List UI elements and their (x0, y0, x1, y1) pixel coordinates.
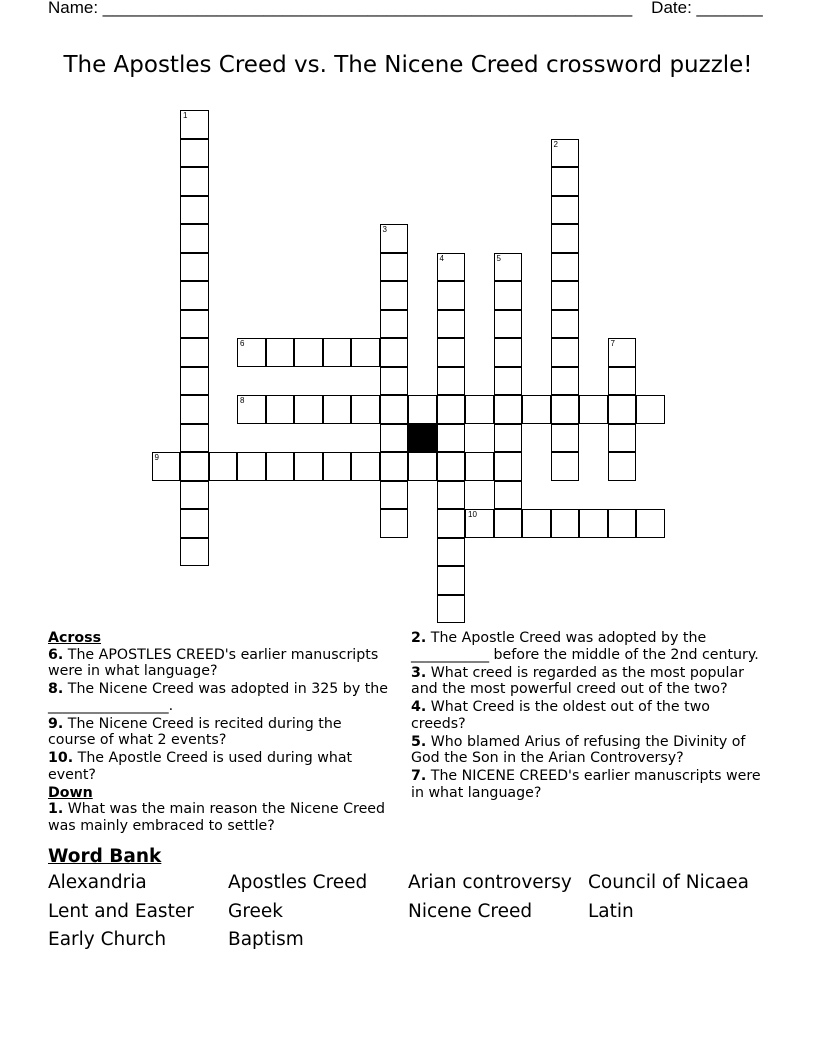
grid-cell[interactable] (437, 452, 466, 481)
grid-cell[interactable] (380, 253, 409, 282)
clue-text: The Nicene Creed is recited during the course of what 2 events? (48, 715, 342, 748)
grid-cell[interactable] (437, 367, 466, 396)
grid-cell[interactable] (551, 167, 580, 196)
grid-cell[interactable] (152, 452, 181, 481)
grid-cell[interactable] (380, 452, 409, 481)
clue-number-label: 4. (411, 699, 427, 715)
grid-cell[interactable] (209, 452, 238, 481)
grid-cell[interactable] (437, 481, 466, 510)
clue-text: What creed is regarded as the most popular and the most powerful creed out of the two? (411, 664, 744, 697)
grid-cell[interactable] (180, 167, 209, 196)
clue-text: What Creed is the oldest out of the two creeds? (411, 699, 710, 732)
clue-item (48, 681, 388, 714)
grid-cell[interactable] (266, 395, 295, 424)
grid-cell[interactable] (494, 481, 523, 510)
word-bank-word: Early Church (48, 929, 167, 950)
clue-number: 10 (468, 510, 477, 519)
grid-cell[interactable] (380, 509, 409, 538)
grid-cell[interactable] (180, 424, 209, 453)
word-bank-word: Arian controversy (408, 872, 572, 893)
grid-cell[interactable] (522, 509, 551, 538)
grid-cell[interactable] (380, 481, 409, 510)
grid-cell[interactable] (437, 338, 466, 367)
grid-cell[interactable] (551, 196, 580, 225)
word-bank-word: Baptism (228, 929, 304, 950)
grid-cell[interactable] (551, 139, 580, 168)
grid-cell[interactable] (180, 196, 209, 225)
grid-cell[interactable] (437, 424, 466, 453)
grid-cell[interactable] (465, 509, 494, 538)
grid-cell[interactable] (494, 424, 523, 453)
grid-cell[interactable] (180, 338, 209, 367)
name-label: Name: (48, 0, 103, 17)
grid-cell[interactable] (380, 367, 409, 396)
clue-number: 3 (382, 225, 387, 234)
down-clue-list-left (48, 801, 388, 834)
clue-text: The APOSTLES CREED's earlier manuscripts were in what language? (48, 646, 379, 679)
clue-item (411, 699, 761, 732)
grid-cell[interactable] (465, 452, 494, 481)
grid-cell[interactable] (180, 509, 209, 538)
grid-cell[interactable] (608, 395, 637, 424)
grid-cell[interactable] (380, 224, 409, 253)
grid-cell[interactable] (237, 452, 266, 481)
across-heading: Across (48, 630, 102, 646)
clue-item (48, 750, 388, 783)
word-bank-word: Latin (588, 901, 634, 922)
grid-cell[interactable] (465, 395, 494, 424)
clue-number-label: 7. (411, 768, 427, 784)
down-clue-list-right (411, 630, 761, 801)
clues-left-column (48, 630, 388, 836)
grid-cell[interactable] (437, 566, 466, 595)
clue-number: 8 (240, 396, 245, 405)
clue-number-label: 1. (48, 801, 64, 817)
grid-cell[interactable] (551, 338, 580, 367)
black-cell (408, 424, 437, 453)
grid-cell[interactable] (437, 310, 466, 339)
grid-cell[interactable] (351, 395, 380, 424)
word-bank-word: Nicene Creed (408, 901, 533, 922)
word-bank-title: Word Bank (48, 846, 162, 867)
clue-number: 1 (183, 111, 188, 120)
grid-cell[interactable] (494, 452, 523, 481)
grid-cell[interactable] (294, 452, 323, 481)
grid-cell[interactable] (323, 338, 352, 367)
grid-cell[interactable] (437, 509, 466, 538)
grid-cell[interactable] (522, 395, 551, 424)
grid-cell[interactable] (608, 424, 637, 453)
grid-cell[interactable] (408, 395, 437, 424)
grid-cell[interactable] (323, 452, 352, 481)
grid-cell[interactable] (551, 224, 580, 253)
word-bank-word: Greek (228, 901, 284, 922)
clue-item (411, 734, 761, 767)
grid-cell[interactable] (494, 509, 523, 538)
grid-cell[interactable] (608, 367, 637, 396)
grid-cell[interactable] (579, 509, 608, 538)
grid-cell[interactable] (323, 395, 352, 424)
clue-number: 4 (439, 253, 444, 263)
grid-cell[interactable] (180, 481, 209, 510)
page-title: The Apostles Creed vs. The Nicene Creed crossword puzzle! (63, 52, 753, 78)
grid-cell[interactable] (180, 253, 209, 282)
clue-item (48, 801, 388, 834)
date-blank[interactable]: _______ (696, 0, 763, 17)
grid-cell[interactable] (380, 310, 409, 339)
clue-number-label: 2. (411, 630, 427, 646)
name-blank[interactable]: ________________________________________________________ (102, 0, 633, 17)
clue-number-label: 8. (48, 681, 64, 697)
grid-cell[interactable] (551, 367, 580, 396)
grid-cell[interactable] (494, 310, 523, 339)
clue-number-label: 5. (411, 733, 427, 750)
clue-number-label: 6. (48, 646, 64, 663)
grid-cell[interactable] (608, 509, 637, 538)
grid-cell[interactable] (494, 338, 523, 367)
grid-cell[interactable] (180, 110, 209, 139)
grid-cell[interactable] (266, 452, 295, 481)
grid-cell[interactable] (237, 395, 266, 424)
clue-number-label: 3. (411, 664, 427, 681)
grid-cell[interactable] (551, 424, 580, 453)
grid-cell[interactable] (579, 395, 608, 424)
grid-cell[interactable] (437, 538, 466, 567)
grid-cell[interactable] (437, 253, 466, 282)
word-bank-word: Lent and Easter (48, 901, 194, 922)
grid-cell[interactable] (608, 452, 637, 481)
grid-cell[interactable] (180, 395, 209, 424)
clue-item (411, 768, 761, 801)
grid-cell[interactable] (551, 310, 580, 339)
grid-cell[interactable] (180, 367, 209, 396)
clue-number: 9 (154, 453, 159, 462)
clue-item (48, 716, 388, 749)
grid-cell[interactable] (636, 509, 665, 538)
grid-cell[interactable] (180, 139, 209, 168)
clue-text: The Nicene Creed was adopted in 325 by the _________________. (48, 681, 389, 714)
grid-cell[interactable] (380, 338, 409, 367)
grid-cell[interactable] (380, 424, 409, 453)
grid-cell[interactable] (551, 395, 580, 424)
grid-cell[interactable] (437, 281, 466, 310)
grid-cell[interactable] (266, 338, 295, 367)
grid-cell[interactable] (294, 395, 323, 424)
clue-item (48, 647, 388, 680)
grid-cell[interactable] (294, 338, 323, 367)
clues-right-column (411, 630, 761, 803)
clue-number: 6 (240, 339, 245, 348)
across-clue-list (48, 647, 388, 784)
word-bank-word: Apostles Creed (228, 872, 368, 893)
clue-number-label: 9. (48, 715, 64, 732)
clue-item (411, 665, 761, 698)
grid-cell[interactable] (494, 253, 523, 282)
grid-cell[interactable] (180, 452, 209, 481)
date-label: Date: (651, 0, 697, 17)
clue-number: 7 (610, 339, 615, 348)
grid-cell[interactable] (494, 395, 523, 424)
clue-number: 2 (553, 139, 558, 149)
grid-cell[interactable] (380, 281, 409, 310)
grid-cell[interactable] (180, 224, 209, 253)
grid-cell[interactable] (180, 310, 209, 339)
grid-cell[interactable] (636, 395, 665, 424)
grid-cell[interactable] (551, 281, 580, 310)
grid-cell[interactable] (551, 452, 580, 481)
grid-cell[interactable] (494, 281, 523, 310)
grid-cell[interactable] (437, 595, 466, 624)
grid-cell[interactable] (351, 452, 380, 481)
clue-item (411, 630, 761, 663)
grid-cell[interactable] (437, 395, 466, 424)
clue-number-label: 10. (48, 750, 74, 766)
clue-text: The Apostle Creed is used during what event? (48, 750, 353, 783)
word-bank-word: Alexandria (48, 872, 147, 893)
grid-cell[interactable] (180, 281, 209, 310)
clue-text: The NICENE CREED's earlier manuscripts were in what language? (411, 768, 761, 801)
grid-cell[interactable] (551, 253, 580, 282)
grid-cell[interactable] (408, 452, 437, 481)
down-heading: Down (48, 784, 93, 801)
clue-text: Who blamed Arius of refusing the Divinity of God the Son in the Arian Controversy? (411, 733, 746, 766)
grid-cell[interactable] (551, 509, 580, 538)
clue-text: What was the main reason the Nicene Creed was mainly embraced to settle? (48, 801, 386, 834)
grid-cell[interactable] (180, 538, 209, 567)
grid-cell[interactable] (380, 395, 409, 424)
grid-cell[interactable] (494, 367, 523, 396)
grid-cell[interactable] (237, 338, 266, 367)
grid-cell[interactable] (351, 338, 380, 367)
word-bank-word: Council of Nicaea (588, 872, 749, 893)
grid-cell[interactable] (608, 338, 637, 367)
clue-number: 5 (496, 253, 501, 263)
clue-text: The Apostle Creed was adopted by the ___________ before the middle of the 2nd century. (411, 630, 759, 663)
